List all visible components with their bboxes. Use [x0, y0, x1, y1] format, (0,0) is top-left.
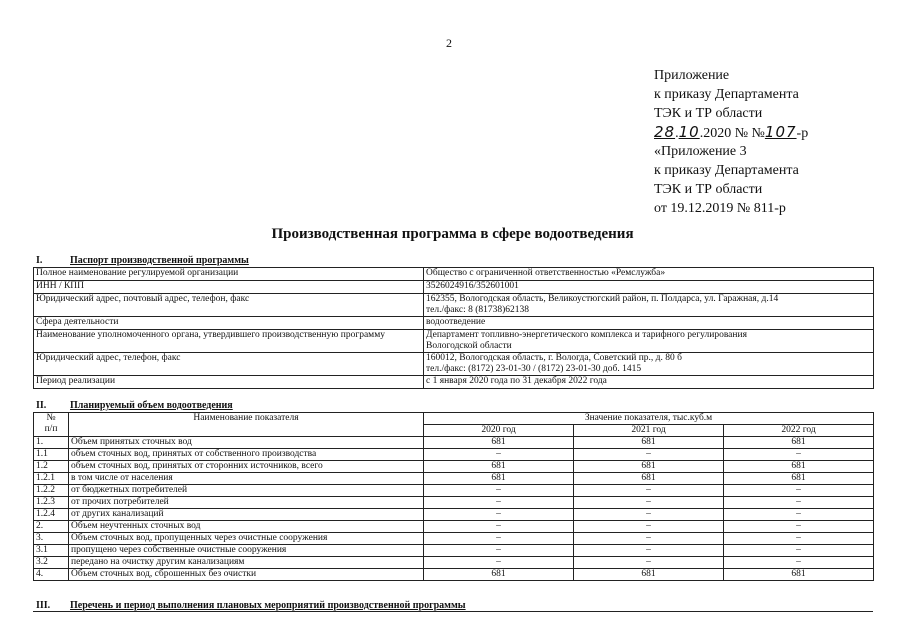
row-name: от бюджетных потребителей — [69, 485, 424, 497]
passport-label: ИНН / КПП — [34, 281, 424, 294]
row-name: Объем принятых сточных вод — [69, 437, 424, 449]
value-2022: – — [724, 485, 874, 497]
section-number: III. — [36, 600, 51, 611]
value-2021: 681 — [574, 437, 724, 449]
value-2022: – — [724, 449, 874, 461]
table-row — [34, 569, 874, 581]
section-number: I. — [36, 255, 43, 266]
value-2021: – — [574, 449, 724, 461]
appendix-line: к приказу Департамента — [654, 87, 799, 102]
row-name: объем сточных вод, принятых от собственного производства — [69, 449, 424, 461]
passport-row — [34, 294, 874, 317]
value-2020: – — [424, 533, 574, 545]
table-row — [34, 449, 874, 461]
passport-value — [424, 317, 874, 330]
row-number: 1.2 — [34, 461, 69, 473]
col-header-name: Наименование показателя — [69, 413, 424, 437]
row-name: от прочих потребителей — [69, 497, 424, 509]
value-2021: – — [574, 533, 724, 545]
passport-value — [424, 330, 874, 353]
col-header-year: 2020 год — [424, 425, 574, 437]
row-name: Объем сточных вод, сброшенных без очистки — [69, 569, 424, 581]
order-date-line: 28.10.2020 № №107-р — [654, 123, 809, 141]
col-header-value: Значение показателя, тыс.куб.м — [424, 413, 874, 425]
value-2020: – — [424, 557, 574, 569]
document-title: Производственная программа в сфере водоотведения — [271, 226, 634, 242]
value-2020: – — [424, 449, 574, 461]
value-2022: – — [724, 521, 874, 533]
passport-label: Период реализации — [34, 376, 424, 389]
passport-value — [424, 281, 874, 294]
passport-label: Юридический адрес, почтовый адрес, телефон, факс — [34, 294, 424, 317]
passport-value-line: Общество с ограниченной ответственностью «Ремслужба» — [426, 268, 666, 278]
value-2022: 681 — [724, 461, 874, 473]
passport-value-line: Вологодской области — [426, 341, 512, 351]
value-2022: – — [724, 533, 874, 545]
passport-value — [424, 294, 874, 317]
value-2020: – — [424, 509, 574, 521]
col-header-year: 2021 год — [574, 425, 724, 437]
row-number: 1. — [34, 437, 69, 449]
passport-row — [34, 376, 874, 389]
passport-row — [34, 268, 874, 281]
passport-table — [33, 267, 874, 389]
passport-label: Сфера деятельности — [34, 317, 424, 330]
appendix-block — [654, 66, 808, 218]
handwritten-month: 10 — [678, 123, 700, 141]
table-row — [34, 545, 874, 557]
row-name: от других канализаций — [69, 509, 424, 521]
value-2021: – — [574, 509, 724, 521]
col-header-number: № п/п — [34, 413, 69, 437]
date-rest: .2020 № — [699, 126, 749, 141]
table-row — [34, 533, 874, 545]
col-header-year: 2022 год — [724, 425, 874, 437]
passport-row — [34, 281, 874, 294]
handwritten-day: 28 — [654, 123, 676, 141]
section-1-heading — [36, 255, 249, 266]
value-2021: 681 — [574, 569, 724, 581]
row-name: пропущено через собственные очистные сооружения — [69, 545, 424, 557]
value-2022: 681 — [724, 569, 874, 581]
appendix-line: ТЭК и ТР области — [654, 106, 763, 121]
row-number: 3.1 — [34, 545, 69, 557]
passport-value-line: 160012, Вологодская область, г. Вологда, Советский пр., д. 80 б — [426, 353, 682, 363]
appendix-line: от 19.12.2019 № 811-р — [654, 201, 786, 216]
appendix-line: к приказу Департамента — [654, 163, 799, 178]
appendix-line: «Приложение 3 — [654, 144, 747, 159]
value-2020: – — [424, 485, 574, 497]
row-number: 3. — [34, 533, 69, 545]
section-title: Планируемый объем водоотведения — [70, 400, 233, 411]
row-number: 1.1 — [34, 449, 69, 461]
section-number: II. — [36, 400, 47, 411]
section-title: Перечень и период выполнения плановых мероприятий производственной программы — [70, 600, 466, 611]
row-number: 1.2.2 — [34, 485, 69, 497]
passport-value — [424, 376, 874, 389]
value-2022: 681 — [724, 437, 874, 449]
passport-row — [34, 353, 874, 376]
passport-value — [424, 268, 874, 281]
row-number: 1.2.4 — [34, 509, 69, 521]
value-2020: 681 — [424, 437, 574, 449]
row-name: объем сточных вод, принятых от сторонних источников, всего — [69, 461, 424, 473]
section-2-heading — [36, 400, 233, 411]
row-name: Объем сточных вод, пропущенных через очистные сооружения — [69, 533, 424, 545]
passport-row — [34, 330, 874, 353]
appendix-line: Приложение — [654, 68, 730, 83]
value-2022: 681 — [724, 473, 874, 485]
value-2020: – — [424, 545, 574, 557]
order-suffix: -р — [796, 126, 809, 141]
value-2021: – — [574, 557, 724, 569]
table-row — [34, 521, 874, 533]
table-row — [34, 437, 874, 449]
value-2021: 681 — [574, 473, 724, 485]
row-number: 4. — [34, 569, 69, 581]
planned-volume-table — [33, 412, 874, 581]
value-2021: 681 — [574, 461, 724, 473]
section-title: Паспорт производственной программы — [70, 255, 249, 266]
row-name: передано на очистку другим канализациям — [69, 557, 424, 569]
page-number: 2 — [446, 36, 452, 50]
table-row — [34, 473, 874, 485]
row-number: 1.2.3 — [34, 497, 69, 509]
passport-value — [424, 353, 874, 376]
passport-value-line: 3526024916/352601001 — [426, 281, 519, 291]
row-number: 3.2 — [34, 557, 69, 569]
handwritten-order-number: 107 — [764, 123, 797, 141]
table-row — [34, 497, 874, 509]
value-2021: – — [574, 497, 724, 509]
value-2022: – — [724, 545, 874, 557]
table-top-border — [33, 611, 873, 612]
passport-label: Юридический адрес, телефон, факс — [34, 353, 424, 376]
appendix-line: ТЭК и ТР области — [654, 182, 763, 197]
value-2022: – — [724, 509, 874, 521]
table-row — [34, 485, 874, 497]
passport-label: Наименование уполномоченного органа, утвердившего производственную программу — [34, 330, 424, 353]
row-name: в том числе от населения — [69, 473, 424, 485]
value-2020: 681 — [424, 473, 574, 485]
value-2022: – — [724, 497, 874, 509]
passport-label: Полное наименование регулируемой организации — [34, 268, 424, 281]
passport-value-line: водоотведение — [426, 317, 486, 327]
value-2020: 681 — [424, 461, 574, 473]
passport-value-line: Департамент топливно-энергетического комплекса и тарифного регулирования — [426, 330, 747, 340]
table-row — [34, 557, 874, 569]
row-number: 1.2.1 — [34, 473, 69, 485]
value-2021: – — [574, 485, 724, 497]
value-2020: – — [424, 497, 574, 509]
value-2020: – — [424, 521, 574, 533]
row-name: Объем неучтенных сточных вод — [69, 521, 424, 533]
passport-value-line: 162355, Вологодская область, Великоустюгский район, п. Полдарса, ул. Гаражная, д.14 — [426, 294, 779, 304]
passport-value-line: тел./факс: 8 (81738)62138 — [426, 305, 530, 315]
passport-row — [34, 317, 874, 330]
row-number: 2. — [34, 521, 69, 533]
passport-value-line: с 1 января 2020 года по 31 декабря 2022 года — [426, 376, 607, 386]
value-2022: – — [724, 557, 874, 569]
value-2020: 681 — [424, 569, 574, 581]
value-2021: – — [574, 545, 724, 557]
table-row — [34, 461, 874, 473]
table-row — [34, 509, 874, 521]
section-3-heading — [36, 600, 466, 611]
passport-value-line: тел./факс: (8172) 23-01-30 / (8172) 23-01-30 доб. 1415 — [426, 364, 642, 374]
value-2021: – — [574, 521, 724, 533]
